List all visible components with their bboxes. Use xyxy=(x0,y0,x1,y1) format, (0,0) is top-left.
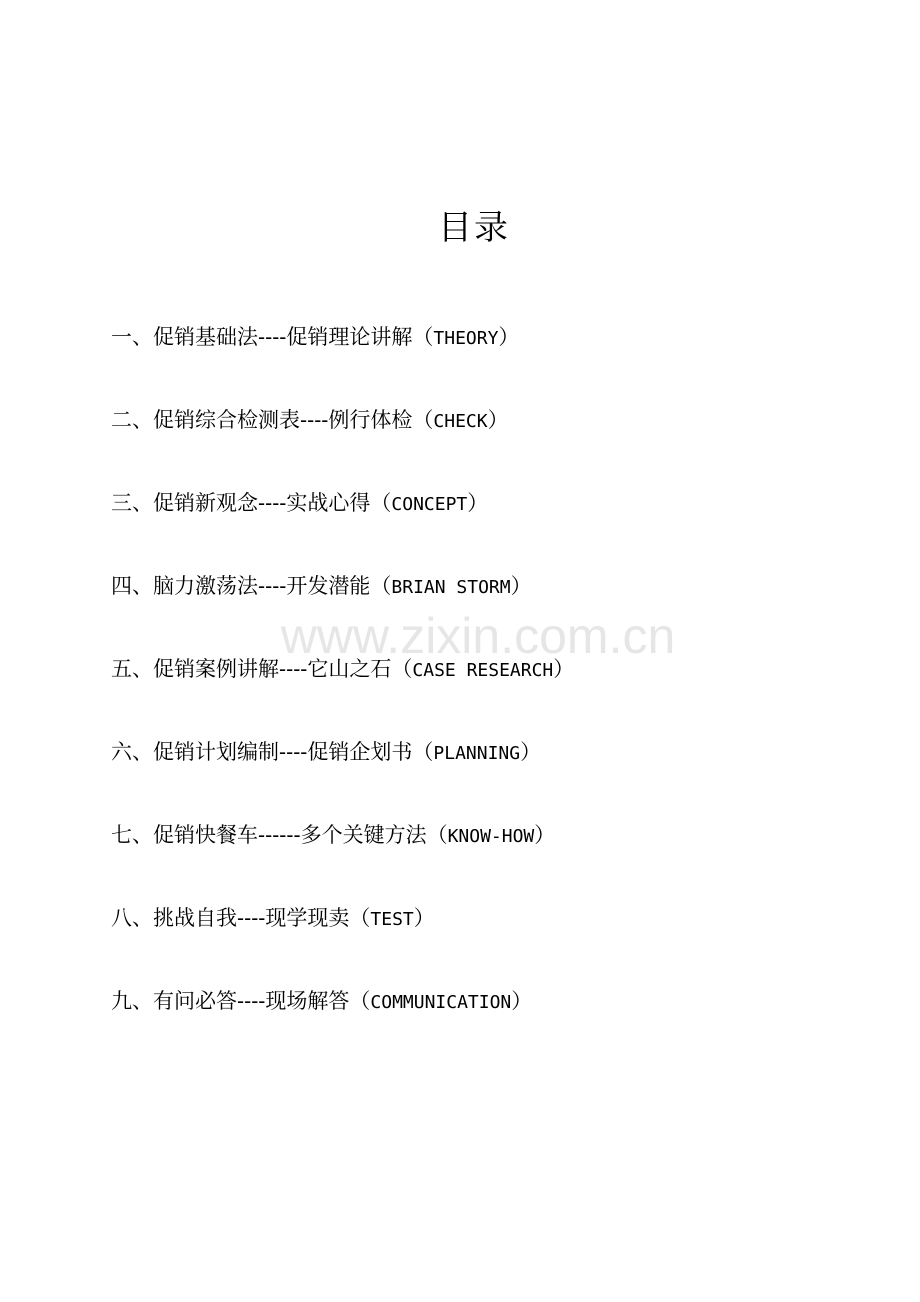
toc-item-label: 一、促销基础法----促销理论讲解（ xyxy=(111,325,434,349)
toc-item-english: THEORY xyxy=(433,328,499,349)
toc-title: 目录 xyxy=(438,208,510,248)
toc-item-label: 四、脑力激荡法----开发潜能（ xyxy=(111,574,392,598)
toc-item-close: ） xyxy=(510,574,532,598)
toc-item-close: ） xyxy=(511,989,533,1013)
toc-item-english: PLANNING xyxy=(433,743,521,764)
toc-item-label: 七、促销快餐车------多个关键方法（ xyxy=(111,823,448,847)
toc-item-3 xyxy=(111,481,891,564)
toc-item-5 xyxy=(111,647,891,730)
toc-item-close: ） xyxy=(487,408,509,432)
toc-item-8 xyxy=(111,896,891,979)
toc-item-english: KNOW-HOW xyxy=(447,826,535,847)
toc-item-english: TEST xyxy=(370,909,414,930)
toc-item-english: CHECK xyxy=(433,411,488,432)
toc-item-close: ） xyxy=(553,657,575,681)
toc-item-1 xyxy=(111,315,891,398)
toc-item-close: ） xyxy=(413,906,435,930)
toc-item-close: ） xyxy=(534,823,556,847)
toc-item-english: CONCEPT xyxy=(391,494,468,515)
toc-item-label: 五、促销案例讲解----它山之石（ xyxy=(111,657,413,681)
toc-item-label: 八、挑战自我----现学现卖（ xyxy=(111,906,371,930)
toc-item-english: CASE RESEARCH xyxy=(412,660,554,681)
toc-item-label: 三、促销新观念----实战心得（ xyxy=(111,491,392,515)
toc-item-label: 九、有问必答----现场解答（ xyxy=(111,989,371,1013)
toc-list xyxy=(111,315,891,1062)
toc-item-2 xyxy=(111,398,891,481)
toc-item-english: BRIAN STORM xyxy=(391,577,511,598)
toc-item-label: 二、促销综合检测表----例行体检（ xyxy=(111,408,434,432)
watermark: www.zixin.com.cn xyxy=(280,608,676,664)
toc-item-close: ） xyxy=(467,491,489,515)
toc-item-close: ） xyxy=(520,740,542,764)
toc-item-6 xyxy=(111,730,891,813)
toc-item-7 xyxy=(111,813,891,896)
toc-item-english: COMMUNICATION xyxy=(370,992,512,1013)
toc-item-9 xyxy=(111,979,891,1062)
toc-item-close: ） xyxy=(498,325,520,349)
toc-item-label: 六、促销计划编制----促销企划书（ xyxy=(111,740,434,764)
toc-item-4 xyxy=(111,564,891,647)
